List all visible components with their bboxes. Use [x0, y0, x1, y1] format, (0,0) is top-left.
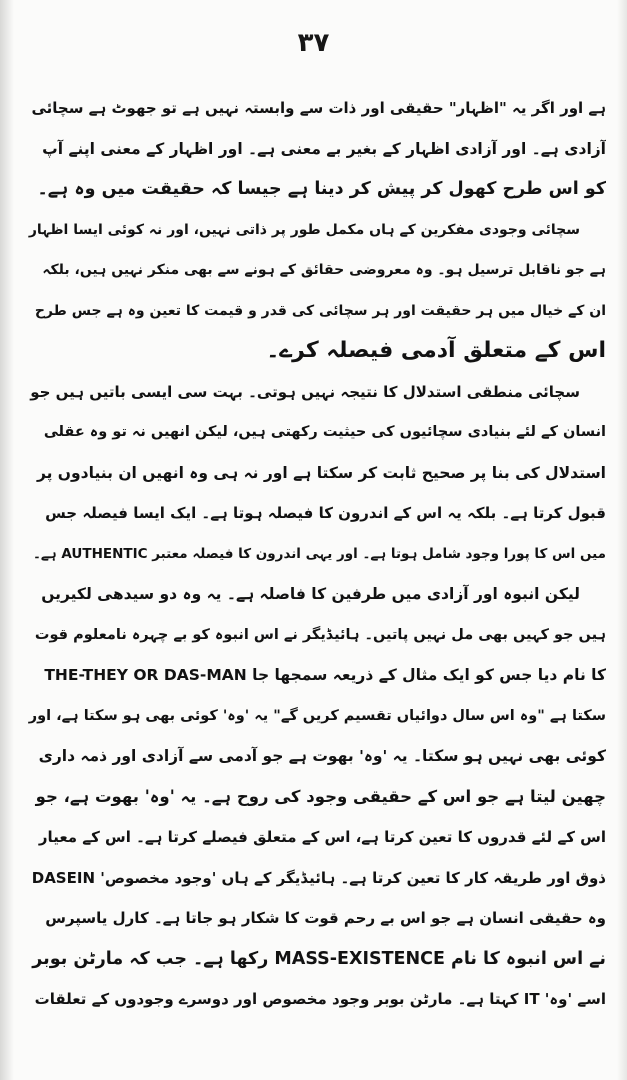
- text-line: استدلال کی بنا پر صحیح ثابت کر سکتا ہے اور نہ ہی وہ انھیں ان بنیادوں پر: [36, 463, 606, 482]
- text-line: سکتا ہے "وہ اس سال دوائیاں تقسیم کریں گے" یہ 'وہ' کوئی بھی ہو سکتا ہے، اور: [28, 707, 606, 724]
- text-line: آزادی ہے۔ اور آزادی اظہار کے بغیر بے معنی ہے۔ اور اظہار کے معنی اپنے آپ: [42, 139, 606, 158]
- text-line: ہیں جو کہیں بھی مل نہیں پاتیں۔ ہائیڈیگر نے اس انبوہ کو بے چہرہ نامعلوم قوت: [34, 626, 606, 643]
- page-edge-shadow-left: [0, 0, 14, 1080]
- page-number: ۳۷: [297, 28, 330, 58]
- text-line: ہے اور اگر یہ "اظہار" حقیقی اور ذات سے وابستہ نہیں ہے تو جھوٹ ہے سچائی: [31, 99, 606, 117]
- text-line: اس کے متعلق آدمی فیصلہ کرے۔: [266, 338, 606, 363]
- text-line: لیکن انبوہ اور آزادی میں طرفین کا فاصلہ ہے۔ یہ وہ دو سیدھی لکیریں: [41, 585, 580, 603]
- text-line: نے اس انبوہ کا نام MASS-EXISTENCE رکھا ہے۔ جب کہ مارٹن بوبر: [32, 948, 606, 969]
- text-line: THE-THEY OR DAS-MAN کا نام دیا جس کو ایک مثال کے ذریعہ سمجھا جا: [44, 666, 606, 684]
- text-line: سچائی وجودی مفکرین کے ہاں مکمل طور پر ذاتی نہیں، اور نہ کوئی ایسا اظہار: [28, 221, 580, 238]
- page-text-body: [28, 88, 606, 1020]
- text-line: میں اس کا پورا وجود شامل ہوتا ہے۔ اور یہی اندرون کا فیصلہ معتبر AUTHENTIC ہے۔: [32, 545, 606, 562]
- text-line: اس کے لئے قدروں کا تعین کرتا ہے، اس کے متعلق فیصلے کرتا ہے۔ اس کے معیار: [38, 828, 606, 846]
- text-line: قبول کرتا ہے۔ بلکہ یہ اس کے اندرون کا فیصلہ ہوتا ہے۔ ایک ایسا فیصلہ جس: [45, 504, 606, 522]
- text-line: انسان کے لئے بنیادی سچائیوں کی حیثیت رکھتی ہیں، لیکن انھیں نہ تو وہ عقلی: [43, 424, 606, 440]
- text-line: کو اس طرح کھول کر پیش کر دینا ہے جیسا کہ حقیقت میں وہ ہے۔: [37, 179, 606, 199]
- text-line: ذوق اور طریقہ کار کا تعین کرتا ہے۔ ہائیڈیگر کے ہاں 'وجود مخصوص' DASEIN: [31, 868, 606, 887]
- text-line: وہ حقیقی انسان ہے جو اس بے رحم قوت کا شکار ہو جاتا ہے۔ کارل یاسپرس: [45, 909, 606, 927]
- text-line: کوئی بھی نہیں ہو سکتا۔ یہ 'وہ' بھوت ہے جو آدمی سے آزادی اور ذمہ داری: [38, 747, 606, 765]
- text-line: ہے جو ناقابل ترسیل ہو۔ وہ معروضی حقائق کے ہونے سے بھی منکر نہیں ہیں، بلکہ: [42, 262, 606, 278]
- text-line: اسے 'وہ' IT کہتا ہے۔ مارٹن بوبر وجود مخصوص اور دوسرے وجودوں کے تعلقات: [34, 990, 606, 1008]
- text-line: چھین لیتا ہے جو اس کے حقیقی وجود کی روح ہے۔ یہ 'وہ' بھوت ہے، جو: [35, 786, 606, 806]
- page-edge-shadow-right: [617, 0, 627, 1080]
- text-line: سچائی منطقی استدلال کا نتیجہ نہیں ہوتی۔ بہت سی ایسی باتیں ہیں جو: [30, 382, 580, 401]
- text-line: ان کے خیال میں ہر حقیقت اور ہر سچائی کی قدر و قیمت کا تعین وہ ہے جس طرح: [34, 302, 606, 319]
